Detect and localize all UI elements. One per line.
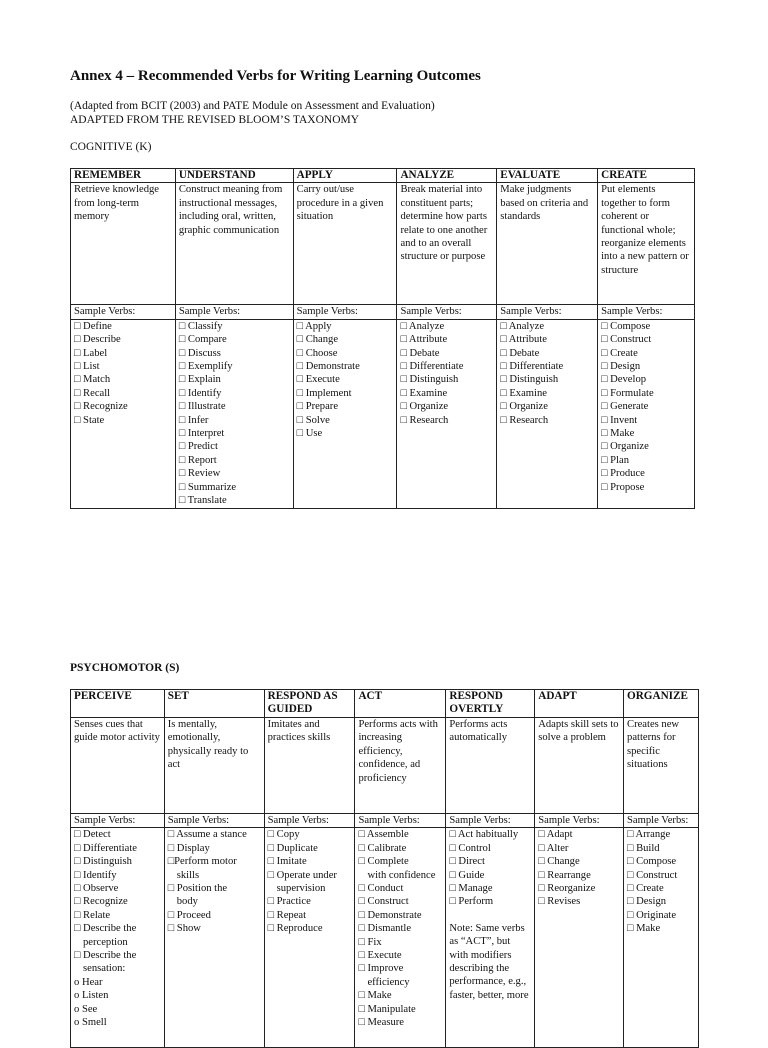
- column-description-perceive: Senses cues that guide motor activity: [71, 718, 165, 814]
- verb-item: □ Create: [627, 883, 664, 895]
- verb-note: Note: Same verbs as “ACT”, but with modifiers describing the performance, e.g., faster, better, more: [449, 922, 529, 1001]
- verb-item: □ Reproduce: [267, 923, 323, 935]
- verb-item: □ Use: [296, 428, 323, 440]
- column-header-create: CREATE: [598, 169, 695, 183]
- verb-item: □ Compose: [601, 320, 651, 332]
- column-header-perceive: PERCEIVE: [71, 690, 165, 718]
- verb-item: □ Apply: [296, 320, 332, 332]
- page-title: Annex 4 – Recommended Verbs for Writing Learning Outcomes: [70, 68, 481, 84]
- verb-item: □ Label: [74, 347, 108, 359]
- sample-verbs-label: Sample Verbs:: [355, 814, 446, 828]
- verb-item: □ Fix: [358, 936, 382, 948]
- verb-item: □ Match: [74, 374, 111, 386]
- taxonomy-line: ADAPTED FROM THE REVISED BLOOM’S TAXONOMY: [70, 114, 360, 126]
- sample-verbs-label: Sample Verbs:: [175, 305, 293, 319]
- verb-item: □ Debate: [500, 347, 540, 359]
- verb-item: □ Describe: [74, 334, 121, 346]
- verb-item: □ Examine: [400, 387, 448, 399]
- verb-item: □ Translate: [178, 495, 227, 507]
- verb-item: □ Observe: [74, 883, 119, 895]
- verb-list-apply: [293, 319, 397, 508]
- verb-item: □ Change: [296, 334, 339, 346]
- column-header-act: ACT: [355, 690, 446, 718]
- verb-item: □ Develop: [601, 374, 647, 386]
- verb-item: o Listen: [74, 990, 109, 1002]
- verb-item: □ Operate under: [267, 869, 337, 881]
- cognitive-heading: COGNITIVE (K): [70, 141, 152, 153]
- verb-item: □ Summarize: [178, 481, 237, 493]
- verb-item: □ Choose: [296, 347, 338, 359]
- verb-item: □ Classify: [178, 320, 223, 332]
- verb-item: □ Calibrate: [358, 842, 407, 854]
- column-description-organize: Creates new patterns for specific situations: [624, 718, 699, 814]
- verb-list-create: [598, 319, 695, 508]
- column-header-adapt: ADAPT: [535, 690, 624, 718]
- verb-item: □ Examine: [500, 387, 547, 399]
- verb-item: □ Debate: [400, 347, 440, 359]
- verb-item: □ Adapt: [538, 829, 573, 841]
- verb-item: □ Describe the: [74, 950, 137, 962]
- psychomotor-table: [70, 689, 699, 1048]
- verb-item: □ Invent: [601, 414, 638, 426]
- verb-item: sensation:: [83, 963, 126, 975]
- verb-item: □ Copy: [267, 829, 300, 841]
- verb-item: □ Prepare: [296, 401, 339, 413]
- column-header-set: SET: [164, 690, 264, 718]
- verb-item: □ Distinguish: [500, 374, 559, 386]
- column-header-evaluate: EVALUATE: [497, 169, 598, 183]
- verb-item: □ Perform: [449, 896, 494, 908]
- verb-item: efficiency: [367, 976, 410, 988]
- verb-item: □ Identify: [74, 869, 117, 881]
- column-description-remember: Retrieve knowledge from long-term memory: [71, 183, 176, 305]
- sample-verbs-label: Sample Verbs:: [71, 305, 176, 319]
- verb-item: body: [176, 896, 198, 908]
- column-header-remember: REMEMBER: [71, 169, 176, 183]
- verb-list-organize: [624, 828, 699, 1048]
- sample-verbs-label: Sample Verbs:: [497, 305, 598, 319]
- psychomotor-sample-row: [71, 814, 699, 828]
- verb-item: □ Manipulate: [358, 1003, 416, 1015]
- column-description-act: Performs acts with increasing efficiency, confidence, ad proficiency: [355, 718, 446, 814]
- verb-item: □ Distinguish: [400, 374, 459, 386]
- verb-item: supervision: [276, 883, 326, 895]
- verb-item: □ Analyze: [500, 320, 545, 332]
- verb-item: □ Demonstrate: [296, 361, 360, 373]
- verb-list-respond-as-guided: [264, 828, 355, 1048]
- cognitive-sample-row: [71, 305, 695, 319]
- cognitive-table: [70, 168, 695, 509]
- psychomotor-heading: PSYCHOMOTOR (S): [70, 662, 180, 674]
- verb-item: □ Conduct: [358, 883, 404, 895]
- verb-item: □ Describe the: [74, 923, 137, 935]
- verb-item: □ Revises: [538, 896, 581, 908]
- verb-item: □ Organize: [601, 441, 649, 453]
- verb-item: □ Organize: [400, 401, 449, 413]
- psychomotor-desc-row: [71, 718, 699, 814]
- column-header-organize: ORGANIZE: [624, 690, 699, 718]
- verb-item: □ Create: [601, 347, 638, 359]
- column-header-apply: APPLY: [293, 169, 397, 183]
- verb-item: o Hear: [74, 976, 103, 988]
- verb-item: □ Organize: [500, 401, 548, 413]
- verb-item: □ Attribute: [500, 334, 547, 346]
- verb-item: □Perform motor: [167, 856, 237, 868]
- sample-verbs-label: Sample Verbs:: [264, 814, 355, 828]
- verb-item: □ Discuss: [178, 347, 221, 359]
- verb-item: □ Recognize: [74, 896, 128, 908]
- column-header-analyze: ANALYZE: [397, 169, 497, 183]
- cognitive-desc-row: [71, 183, 695, 305]
- column-header-understand: UNDERSTAND: [175, 169, 293, 183]
- column-description-analyze: Break material into constituent parts; determine how parts relate to one another and to an overall structure or purpose: [397, 183, 497, 305]
- verb-item: □ Construct: [627, 869, 678, 881]
- cognitive-header-row: [71, 169, 695, 183]
- verb-item: □ Complete: [358, 856, 409, 868]
- verb-item: □ Execute: [358, 950, 402, 962]
- verb-item: □ Build: [627, 842, 660, 854]
- cognitive-verbs-row: [71, 319, 695, 508]
- verb-item: o Smell: [74, 1017, 107, 1029]
- verb-item: □ Show: [167, 923, 201, 935]
- verb-list-adapt: [535, 828, 624, 1048]
- sample-verbs-label: Sample Verbs:: [164, 814, 264, 828]
- verb-item: □ Improve: [358, 963, 404, 975]
- verb-item: □ State: [74, 414, 105, 426]
- column-description-apply: Carry out/use procedure in a given situation: [293, 183, 397, 305]
- verb-item: □ Exemplify: [178, 361, 233, 373]
- verb-item: □ Alter: [538, 842, 569, 854]
- sample-verbs-label: Sample Verbs:: [397, 305, 497, 319]
- verb-item: □ Relate: [74, 909, 111, 921]
- column-header-respond-overtly: RESPOND OVERTLY: [446, 690, 535, 718]
- verb-item: □ Display: [167, 842, 210, 854]
- verb-item: □ Infer: [178, 414, 209, 426]
- column-description-evaluate: Make judgments based on criteria and standards: [497, 183, 598, 305]
- column-description-adapt: Adapts skill sets to solve a problem: [535, 718, 624, 814]
- verb-item: □ Act habitually: [449, 829, 519, 841]
- verb-item: □ Explain: [178, 374, 221, 386]
- verb-item: skills: [176, 869, 200, 881]
- verb-item: □ Differentiate: [500, 361, 564, 373]
- verb-item: □ Review: [178, 468, 221, 480]
- verb-list-act: [355, 828, 446, 1048]
- verb-item: □ Change: [538, 856, 580, 868]
- verb-item: □ Interpret: [178, 428, 225, 440]
- verb-item: □ Make: [358, 990, 392, 1002]
- column-header-respond-as-guided: RESPOND AS GUIDED: [264, 690, 355, 718]
- sample-verbs-label: Sample Verbs:: [535, 814, 624, 828]
- verb-list-analyze: [397, 319, 497, 508]
- verb-list-evaluate: [497, 319, 598, 508]
- verb-item: □ Predict: [178, 441, 218, 453]
- sample-verbs-label: Sample Verbs:: [446, 814, 535, 828]
- verb-item: □ Duplicate: [267, 842, 318, 854]
- sample-verbs-label: Sample Verbs:: [71, 814, 165, 828]
- verb-item: □ Construct: [358, 896, 409, 908]
- verb-item: □ Practice: [267, 896, 311, 908]
- verb-list-understand: [175, 319, 293, 508]
- verb-item: □ Guide: [449, 869, 485, 881]
- verb-item: □ Research: [400, 414, 449, 426]
- verb-item: □ Assemble: [358, 829, 409, 841]
- verb-item: □ Direct: [449, 856, 485, 868]
- verb-item: □ Assume a stance: [167, 829, 247, 841]
- psychomotor-verbs-row: [71, 828, 699, 1048]
- verb-item: □ Plan: [601, 454, 629, 466]
- verb-item: □ Control: [449, 842, 491, 854]
- column-description-set: Is mentally, emotionally, physically ready to act: [164, 718, 264, 814]
- psychomotor-header-row: [71, 690, 699, 718]
- verb-item: □ Attribute: [400, 334, 448, 346]
- verb-item: □ List: [74, 361, 100, 373]
- source-line: (Adapted from BCIT (2003) and PATE Module on Assessment and Evaluation): [70, 100, 435, 112]
- verb-item: perception: [83, 936, 128, 948]
- verb-item: □ Design: [601, 361, 641, 373]
- verb-item: □ Differentiate: [400, 361, 464, 373]
- verb-item: □ Compose: [627, 856, 677, 868]
- sample-verbs-label: Sample Verbs:: [624, 814, 699, 828]
- verb-item: □ Make: [627, 923, 661, 935]
- verb-item: □ Recall: [74, 387, 111, 399]
- verb-item: □ Detect: [74, 829, 111, 841]
- verb-item: with confidence: [367, 869, 436, 881]
- verb-item: □ Generate: [601, 401, 649, 413]
- verb-item: □ Construct: [601, 334, 652, 346]
- column-description-understand: Construct meaning from instructional messages, including oral, written, graphic communication: [175, 183, 293, 305]
- verb-item: □ Report: [178, 454, 217, 466]
- verb-item: □ Imitate: [267, 856, 307, 868]
- verb-item: □ Formulate: [601, 387, 654, 399]
- column-description-create: Put elements together to form coherent or functional whole; reorganize elements into a new pattern or structure: [598, 183, 695, 305]
- verb-item: □ Rearrange: [538, 869, 591, 881]
- verb-item: □ Define: [74, 320, 112, 332]
- verb-item: □ Dismantle: [358, 923, 412, 935]
- verb-item: □ Execute: [296, 374, 340, 386]
- verb-item: □ Illustrate: [178, 401, 226, 413]
- verb-item: □ Design: [627, 896, 667, 908]
- verb-item: □ Proceed: [167, 909, 211, 921]
- verb-item: □ Analyze: [400, 320, 445, 332]
- verb-item: o See: [74, 1003, 98, 1015]
- verb-item: □ Research: [500, 414, 549, 426]
- verb-item: □ Position the: [167, 883, 228, 895]
- verb-item: □ Measure: [358, 1017, 404, 1029]
- column-description-respond-as-guided: Imitates and practices skills: [264, 718, 355, 814]
- sample-verbs-label: Sample Verbs:: [598, 305, 695, 319]
- sample-verbs-label: Sample Verbs:: [293, 305, 397, 319]
- verb-list-set: [164, 828, 264, 1048]
- verb-item: □ Compare: [178, 334, 227, 346]
- verb-item: □ Produce: [601, 468, 645, 480]
- verb-list-respond-overtly: [446, 828, 535, 1048]
- verb-item: □ Make: [601, 428, 635, 440]
- verb-item: □ Implement: [296, 387, 352, 399]
- verb-list-perceive: [71, 828, 165, 1048]
- verb-item: □ Manage: [449, 883, 493, 895]
- verb-item: □ Recognize: [74, 401, 128, 413]
- verb-item: □ Originate: [627, 909, 677, 921]
- verb-item: □ Identify: [178, 387, 222, 399]
- verb-item: □ Arrange: [627, 829, 671, 841]
- verb-item: □ Demonstrate: [358, 909, 422, 921]
- column-description-respond-overtly: Performs acts automatically: [446, 718, 535, 814]
- verb-item: □ Differentiate: [74, 842, 137, 854]
- verb-item: □ Distinguish: [74, 856, 132, 868]
- verb-list-remember: [71, 319, 176, 508]
- verb-item: □ Reorganize: [538, 883, 596, 895]
- verb-item: □ Propose: [601, 481, 645, 493]
- verb-item: □ Solve: [296, 414, 330, 426]
- verb-item: □ Repeat: [267, 909, 307, 921]
